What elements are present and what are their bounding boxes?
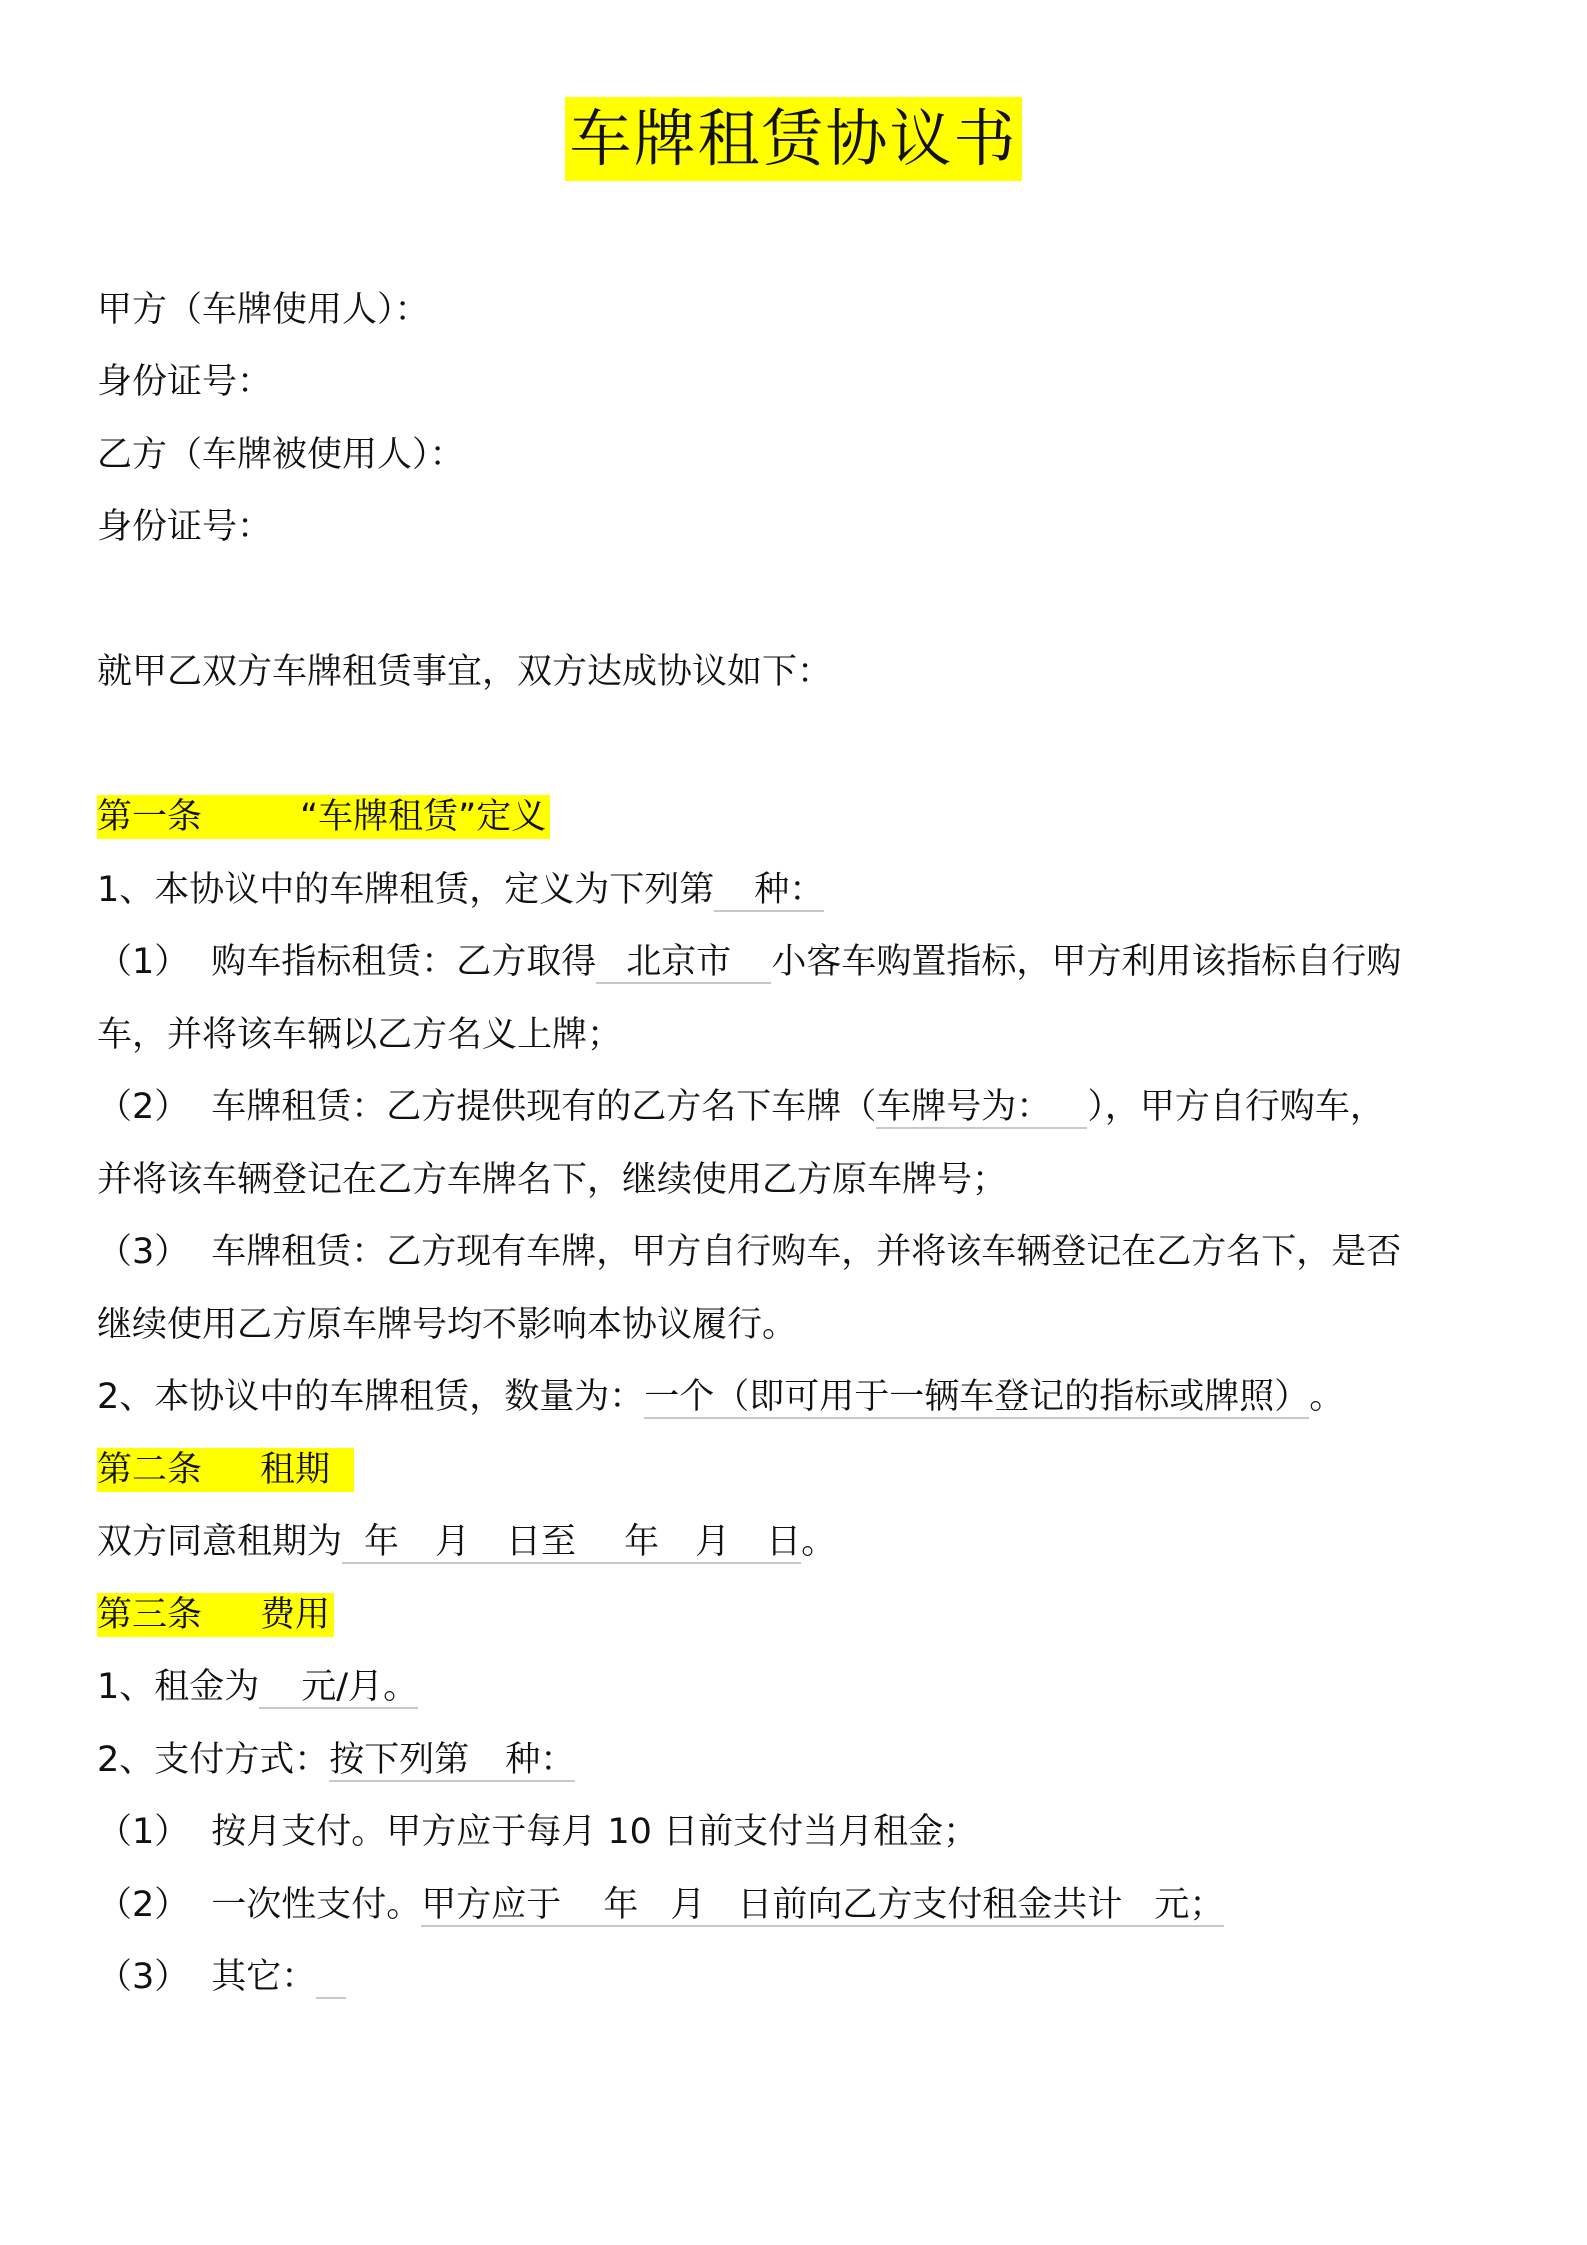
article1-option2-text-2: ），甲方自行购车， — [1087, 1087, 1385, 1127]
article3-option1 — [97, 1808, 978, 1856]
article1-number: 第一条 — [97, 797, 203, 837]
article2-start-day-to: 日至 — [506, 1522, 577, 1562]
article3-payment-fill: 按下列第 — [329, 1740, 470, 1780]
article1-clause2 — [97, 1373, 1344, 1421]
article2-end-year: 年 — [624, 1522, 660, 1562]
intro-line — [97, 648, 832, 696]
article3-rent-unit: 元/月。 — [301, 1667, 419, 1707]
article1-option3 — [97, 1228, 1401, 1276]
article3-option3-blank — [316, 1957, 346, 1999]
article2-term-period: 。 — [801, 1522, 837, 1562]
article3-heading-highlight — [97, 1593, 334, 1637]
article1-option2-number: （2） — [97, 1087, 190, 1127]
article1-option2-fill: 车牌号为： — [876, 1087, 1052, 1127]
article1-option2-blank — [876, 1087, 1087, 1129]
article2-term-blank — [342, 1522, 801, 1564]
article2-heading — [97, 1446, 354, 1494]
party-a-id-label: 身份证号： — [97, 362, 273, 402]
article2-term — [97, 1518, 836, 1566]
article3-payment-blank — [329, 1740, 575, 1782]
article3-option2-year: 年 — [603, 1885, 639, 1925]
article3-option2-number: （2） — [97, 1885, 190, 1925]
article1-title: “车牌租赁”定义 — [300, 797, 547, 837]
article1-option3-cont — [97, 1301, 797, 1349]
article3-heading — [97, 1591, 334, 1639]
article3-rent-blank — [259, 1667, 418, 1709]
article2-title: 租期 — [260, 1450, 331, 1490]
party-a-id-line — [97, 358, 272, 406]
party-b-id-label: 身份证号： — [97, 507, 273, 547]
party-a-label: 甲方（车牌使用人）： — [97, 290, 430, 330]
article2-end-month: 月 — [695, 1522, 731, 1562]
article1-clause1-blank — [714, 870, 824, 912]
article1-heading — [97, 793, 550, 841]
article1-clause1-fill: 种： — [754, 870, 825, 910]
article2-heading-highlight — [97, 1448, 354, 1492]
article1-option1-text: 购车指标租赁：乙方取得 — [211, 942, 597, 982]
article3-number: 第三条 — [97, 1595, 203, 1635]
article1-option2-continuation: 并将该车辆登记在乙方车牌名下，继续使用乙方原车牌号； — [97, 1160, 1008, 1200]
party-a-line — [97, 286, 430, 334]
article1-clause2-period: 。 — [1309, 1377, 1345, 1417]
title-area — [0, 97, 1587, 181]
intro-text: 就甲乙双方车牌租赁事宜，双方达成协议如下： — [97, 652, 833, 692]
article3-option2-text: 一次性支付。 — [211, 1885, 422, 1925]
document-title: 车牌租赁协议书 — [565, 97, 1021, 181]
article3-title: 费用 — [260, 1595, 331, 1635]
article1-clause2-text: 2、本协议中的车牌租赁，数量为： — [97, 1377, 645, 1417]
article1-option1-fill: 北京市 — [626, 942, 732, 982]
article1-clause2-blank — [644, 1377, 1309, 1419]
article1-option2 — [97, 1083, 1385, 1131]
article3-option3-number: （3） — [97, 1957, 190, 1997]
article3-option2-fill-4: 日前向乙方支付租金共计 — [737, 1885, 1123, 1925]
article3-option2-amount: 元； — [1154, 1885, 1225, 1925]
article3-option3-text: 其它： — [211, 1957, 317, 1997]
article3-option2-blank — [421, 1885, 1224, 1927]
party-b-line — [97, 431, 465, 479]
article1-clause1 — [97, 866, 824, 914]
article3-option1-number: （1） — [97, 1812, 190, 1852]
article3-rent-text: 1、租金为 — [97, 1667, 260, 1707]
article1-option1-blank — [596, 942, 771, 984]
article3-payment-text: 2、支付方式： — [97, 1740, 330, 1780]
article3-option3 — [97, 1953, 346, 2001]
article1-option2-text: 车牌租赁：乙方提供现有的乙方名下车牌（ — [211, 1087, 877, 1127]
article1-option1-text-2: 小客车购置指标，甲方利用该指标自行购 — [771, 942, 1402, 982]
article1-option3-number: （3） — [97, 1232, 190, 1272]
article3-clause2 — [97, 1736, 575, 1784]
article2-start-month: 月 — [435, 1522, 471, 1562]
article2-number: 第二条 — [97, 1450, 203, 1490]
article1-option1-number: （1） — [97, 942, 190, 982]
party-b-label: 乙方（车牌被使用人）： — [97, 435, 465, 475]
article1-option1-cont — [97, 1011, 622, 1059]
article3-option2-month: 月 — [670, 1885, 706, 1925]
article3-option2 — [97, 1881, 1224, 1929]
article3-payment-fill-2: 种： — [505, 1740, 576, 1780]
article3-clause1 — [97, 1663, 418, 1711]
article1-option3-continuation: 继续使用乙方原车牌号均不影响本协议履行。 — [97, 1305, 798, 1345]
article1-option3-text: 车牌租赁：乙方现有车牌，甲方自行购车，并将该车辆登记在乙方名下，是否 — [211, 1232, 1402, 1272]
article1-clause2-fill: 一个（即可用于一辆车登记的指标或牌照） — [644, 1377, 1310, 1417]
article1-clause1-text: 1、本协议中的车牌租赁，定义为下列第 — [97, 870, 715, 910]
party-b-id-line — [97, 503, 272, 551]
article1-option1 — [97, 938, 1401, 986]
article2-start-year: 年 — [364, 1522, 400, 1562]
article3-option1-text: 按月支付。甲方应于每月 10 日前支付当月租金； — [211, 1812, 979, 1852]
article1-heading-highlight — [97, 795, 550, 839]
article2-end-day: 日 — [766, 1522, 802, 1562]
article1-option2-cont — [97, 1156, 1007, 1204]
article2-term-text: 双方同意租期为 — [97, 1522, 343, 1562]
article1-option1-continuation: 车，并将该车辆以乙方名义上牌； — [97, 1015, 623, 1055]
article3-option2-fill-1: 甲方应于 — [421, 1885, 562, 1925]
